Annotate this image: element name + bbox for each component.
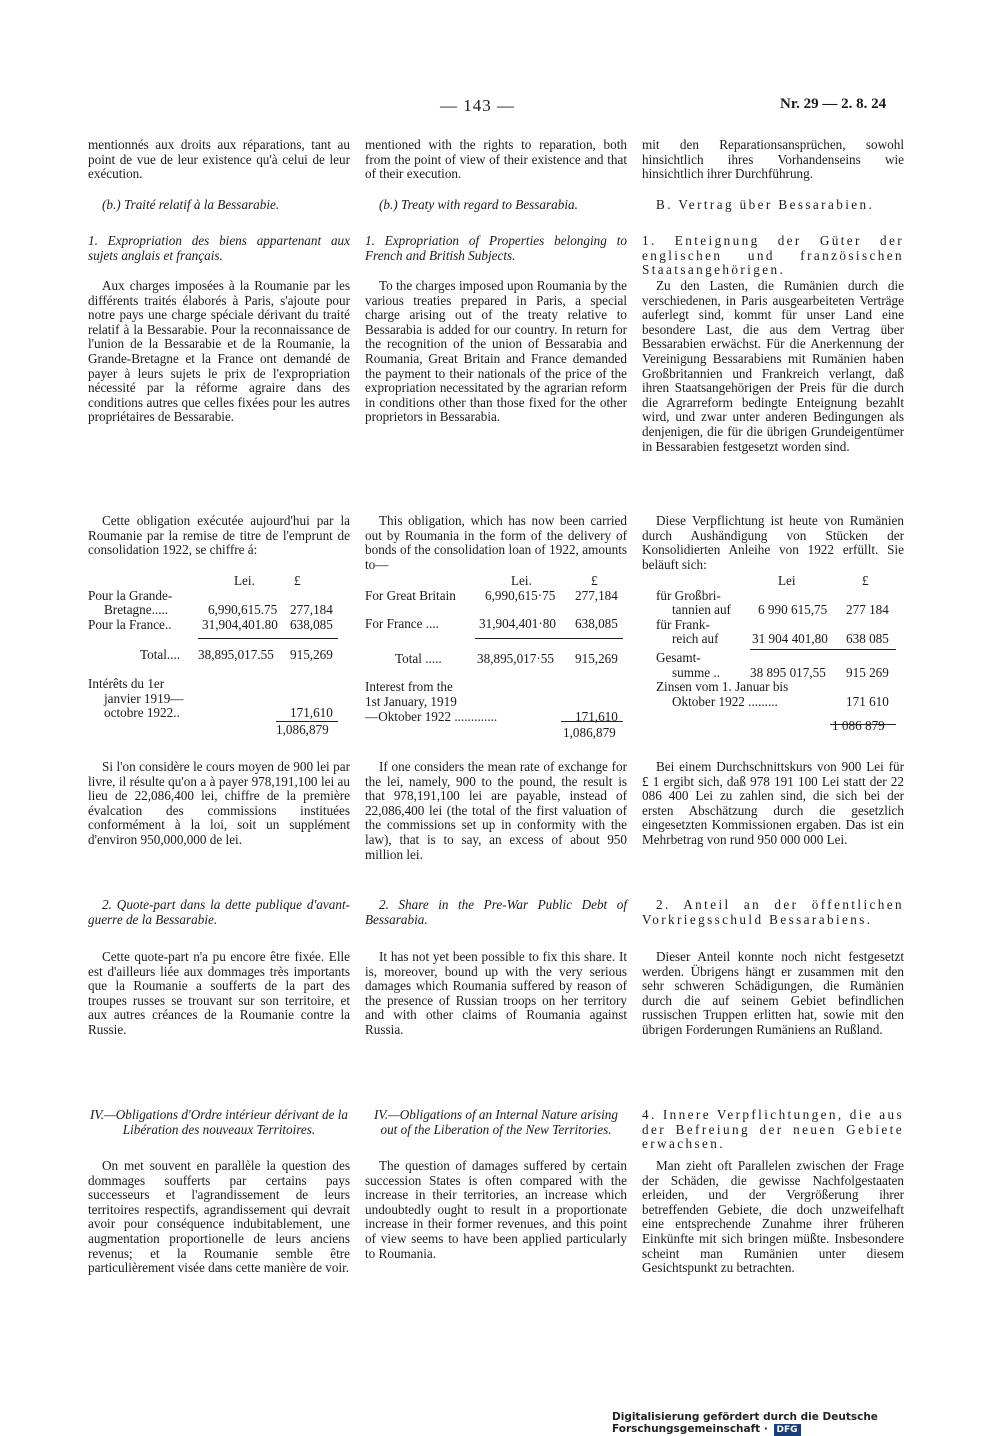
column-header: Lei. (234, 573, 255, 588)
cell-value: 171,610 (575, 708, 618, 724)
cell-value: 31 904 401,80 (752, 631, 828, 647)
payment-table (88, 574, 350, 737)
row-label: Zinsen vom 1. Januar bis (656, 679, 789, 695)
row-label: Gesamt- (656, 649, 701, 665)
row-label: für Frank- (656, 616, 710, 632)
paragraph: Dieser Anteil konnte noch nicht festgesetzt werden. Übrigens hängt er zusammen mit den sehr schweren Schädigungen, die Rumänien durch die auf seinem Gebiet befindlichen russischen Truppen erlitten hat, sowie mit den übrigen Forderungen Rumäniens an Rußland. (642, 949, 904, 1037)
cell-value: 638,085 (575, 616, 618, 632)
row-label: summe .. (672, 664, 720, 680)
column-header: Lei. (511, 573, 532, 588)
row-label: Interest from the (365, 679, 453, 695)
section-heading: (b.) Traité relatif à la Bessarabie. (102, 197, 280, 212)
row-label: Pour la Grande- (88, 587, 173, 603)
cell-value: 638,085 (290, 616, 333, 632)
paragraph: Man zieht oft Parallelen zwischen der Frage der Schäden, die gewisse Nachfolgestaaten erleiden, und der Vergrößerung ihrer betreffenden Gebiete, die doch unzweifelhaft eine entsprechende Zunahme ihrer früheren Einkünfte mit sich bringen müßte. Insbesondere scheint man Rumänien unter diesem Gesichtspunkt zu betrachten. (642, 1158, 904, 1276)
paragraph: This obligation, which has now been carried out by Roumania in the form of the delivery of bonds of the consolidation loan of 1922, amounts to— (365, 513, 627, 572)
footer-credit-text: Digitalisierung gefördert durch die Deutsche Forschungsgemeinschaft (612, 1411, 878, 1435)
row-label: janvier 1919— (104, 690, 184, 706)
row-label: —Oktober 1922 ............. (365, 708, 498, 724)
section-heading: IV.—Obligations d'Ordre intérieur dérivant de la Libération des nouveaux Territoires. (89, 1107, 348, 1137)
section-heading: 2. Anteil an der öffentlichen Vorkriegsschuld Bessarabiens. (642, 897, 904, 927)
page-number: — 143 — (440, 96, 515, 115)
paragraph: mentionnés aux droits aux réparations, tant au point de vue de leur existence qu'à celui de leur exécution. (88, 137, 350, 182)
cell-value: 6,990,615.75 (208, 602, 278, 618)
row-label: octobre 1922.. (104, 705, 180, 721)
dfg-logo-icon: DFG (774, 1424, 801, 1436)
paragraph: On met souvent en parallèle la question des dommages soufferts par certains pays successeurs et l'agrandissement de leurs territoires respectifs, agrandissement qui devrait avoir pour conséquence indubitablement, une augmentation proportionelle de leurs anciens revenus; et la Roumanie semble être particulièrement visée dans cette manière de voir. (88, 1158, 350, 1276)
paragraph: Si l'on considère le cours moyen de 900 lei par livre, il résulte qu'on a à payer 978,191,100 lei au lieu de 22,086,400 lei, chiffre de la première évalcation des commissions instituées conformément à la loi, soit un supplément d'environ 950,000,000 de lei. (88, 759, 350, 847)
cell-value: 1,086,879 (563, 725, 616, 741)
row-label: For Great Britain (365, 587, 456, 603)
cell-value: 6,990,615·75 (485, 587, 556, 603)
paragraph: mit den Reparationsansprüchen, sowohl hinsichtlich ihres Vorhandenseins wie hinsichtlich ihrer Durchführung. (642, 137, 904, 182)
divider (475, 638, 623, 639)
paragraph: Zu den Lasten, die Rumänien durch die verschiedenen, in Paris ausgearbeiteten Verträge auferlegt sind, kommt für unser Land eine besondere Last, die aus dem Vertrag über Bessarabien erwächst. Für die Anerkennung der Vereinigung Bessarabiens mit Rumänien haben Großbritannien und Frankreich verlangt, daß ihren Staatsangehörigen der Preis für die durch die Agrarreform bedingte Enteignung bezahlt wird, und zwar unter anderen Bedingungen als denjenigen, die für die übrigen Grundeigentümer in Bessarabien festgesetzt worden sind. (642, 278, 904, 454)
cell-value: 1,086,879 (276, 721, 329, 737)
row-label: 1st January, 1919 (365, 693, 457, 709)
section-heading: IV.—Obligations of an Internal Nature arising out of the Liberation of the New Territories. (374, 1107, 618, 1137)
column-header: Lei (778, 573, 796, 588)
cell-value: 31,904,401·80 (479, 616, 556, 632)
paragraph: To the charges imposed upon Roumania by the various treaties prepared in Paris, a special charge arising out of the treaty relative to Bessarabia is added for our country. In return for the recognition of the union of Bessarabia and Roumania, Great Britain and France demanded the payment to their nationals of the price of the expropriation necessitated by the agrarian reform in conditions other than those fixed for the other proprietors in Bessarabia. (365, 278, 627, 425)
paragraph: Cette quote-part n'a pu encore être fixée. Elle est d'ailleurs liée aux dommages très importants que la Roumanie a soufferts de la part des troupes russes se trouvant sur son territoire, et aux autres créances de la Roumanie contre la Russie. (88, 949, 350, 1037)
row-label: reich auf (672, 631, 719, 647)
section-heading: 4. Innere Verpflichtungen, die aus der Befreiung der neuen Gebiete erwachsen. (642, 1107, 904, 1152)
cell-value: 915,269 (575, 650, 618, 666)
cell-value: 171,610 (290, 705, 333, 721)
cell-value: 38,895,017.55 (198, 647, 274, 663)
cell-value: 915,269 (290, 647, 333, 663)
issue-date: Nr. 29 — 2. 8. 24 (780, 96, 887, 112)
section-heading: 1. Enteignung der Güter der englischen und französischen Staatsangehörigen. (642, 233, 904, 278)
paragraph: If one considers the mean rate of exchange for the lei, namely, 900 to the pound, the result is that 978,191,100 lei are payable, instead of 22,086,400 lei (the total of the first valuation of the commissions set up in conformity with the law), that is to say, an excess of about 950 million lei. (365, 759, 627, 862)
section-heading: (b.) Treaty with regard to Bessarabia. (379, 197, 578, 212)
section-heading: 1. Expropriation of Properties belonging to French and British Subjects. (365, 233, 627, 263)
paragraph: Diese Verpflichtung ist heute von Rumänien durch Aushändigung von Stücken der Konsolidierten Anleihe von 1922 erfüllt. Sie beläuft sich: (642, 513, 904, 572)
section-heading: B. Vertrag über Bessarabien. (656, 197, 875, 212)
section-heading: 2. Quote-part dans la dette publique d'avant-guerre de la Bessarabie. (88, 897, 350, 927)
cell-value: 6 990 615,75 (758, 602, 828, 618)
paragraph: mentioned with the rights to reparation, both from the point of view of their existence and that of their execution. (365, 137, 627, 182)
cell-value: 277,184 (290, 602, 333, 618)
paragraph: The question of damages suffered by certain succession States is often compared with the increase in their territories, an increase which undoubtedly ought to result in a proportionate increase in their former revenues, and this point of view seems to have been applied particularly to Roumania. (365, 1158, 627, 1261)
cell-value: 171 610 (846, 693, 889, 709)
cell-value: 1 086 879 (832, 718, 885, 734)
cell-value: 38,895,017·55 (477, 650, 554, 666)
payment-table (365, 574, 627, 741)
payment-table (642, 574, 904, 734)
row-label: Oktober 1922 ......... (672, 693, 778, 709)
section-heading: 1. Expropriation des biens appartenant aux sujets anglais et français. (88, 233, 350, 263)
row-label: Pour la France.. (88, 616, 172, 632)
row-label: Total.... (140, 647, 181, 663)
paragraph: Cette obligation exécutée aujourd'hui par la Roumanie par la remise de titre de l'emprunt de consolidation 1922, se chiffre á: (88, 513, 350, 558)
cell-value: 38 895 017,55 (750, 664, 826, 680)
divider (561, 721, 623, 722)
footer-credit: Digitalisierung gefördert durch die Deutsche Forschungsgemeinschaft · DFG (612, 1411, 878, 1435)
row-label: Total ..... (395, 650, 442, 666)
row-label: für Großbri- (656, 587, 721, 603)
column-header: £ (294, 573, 301, 588)
section-heading: 2. Share in the Pre-War Public Debt of Bessarabia. (365, 897, 627, 927)
row-label: For France .... (365, 616, 439, 632)
divider (750, 649, 896, 650)
row-label: Bretagne..... (104, 602, 169, 618)
paragraph: It has not yet been possible to fix this share. It is, moreover, bound up with the very serious damages which Roumania suffered by reason of the presence of Russian troops on her territory and with other claims of Roumania against Russia. (365, 949, 627, 1037)
row-label: Intérêts du 1er (88, 675, 165, 691)
cell-value: 915 269 (846, 664, 889, 680)
paragraph: Bei einem Durchschnittskurs von 900 Lei für £ 1 ergibt sich, daß 978 191 100 Lei statt der 22 086 400 Lei zu zahlen sind, die sich bei der ersten Abschätzung durch die gesetzlich eingesetzten Kommissionen ergaben. Das ist ein Mehrbetrag von rund 950 000 000 Lei. (642, 759, 904, 847)
cell-value: 31,904,401.80 (202, 616, 278, 632)
column-header: £ (591, 573, 598, 588)
paragraph: Aux charges imposées à la Roumanie par les différents traités élaborés à Paris, s'ajoute pour notre pays une charge spéciale dérivant du traité relatif à la Bessarabie. Pour la reconnaissance de l'union de la Bessarabie et de la Roumanie, la Grande-Bretagne et la France ont demandé de payer à leurs sujets le prix de l'expropriation nécessité par la réforme agraire dans des conditions autres que celles fixées pour les autres propriétaires de Bessarabie. (88, 278, 350, 425)
cell-value: 638 085 (846, 631, 889, 647)
row-label: tannien auf (672, 602, 731, 618)
cell-value: 277 184 (846, 602, 889, 618)
cell-value: 277,184 (575, 587, 618, 603)
divider (198, 638, 338, 639)
column-header: £ (862, 573, 869, 588)
